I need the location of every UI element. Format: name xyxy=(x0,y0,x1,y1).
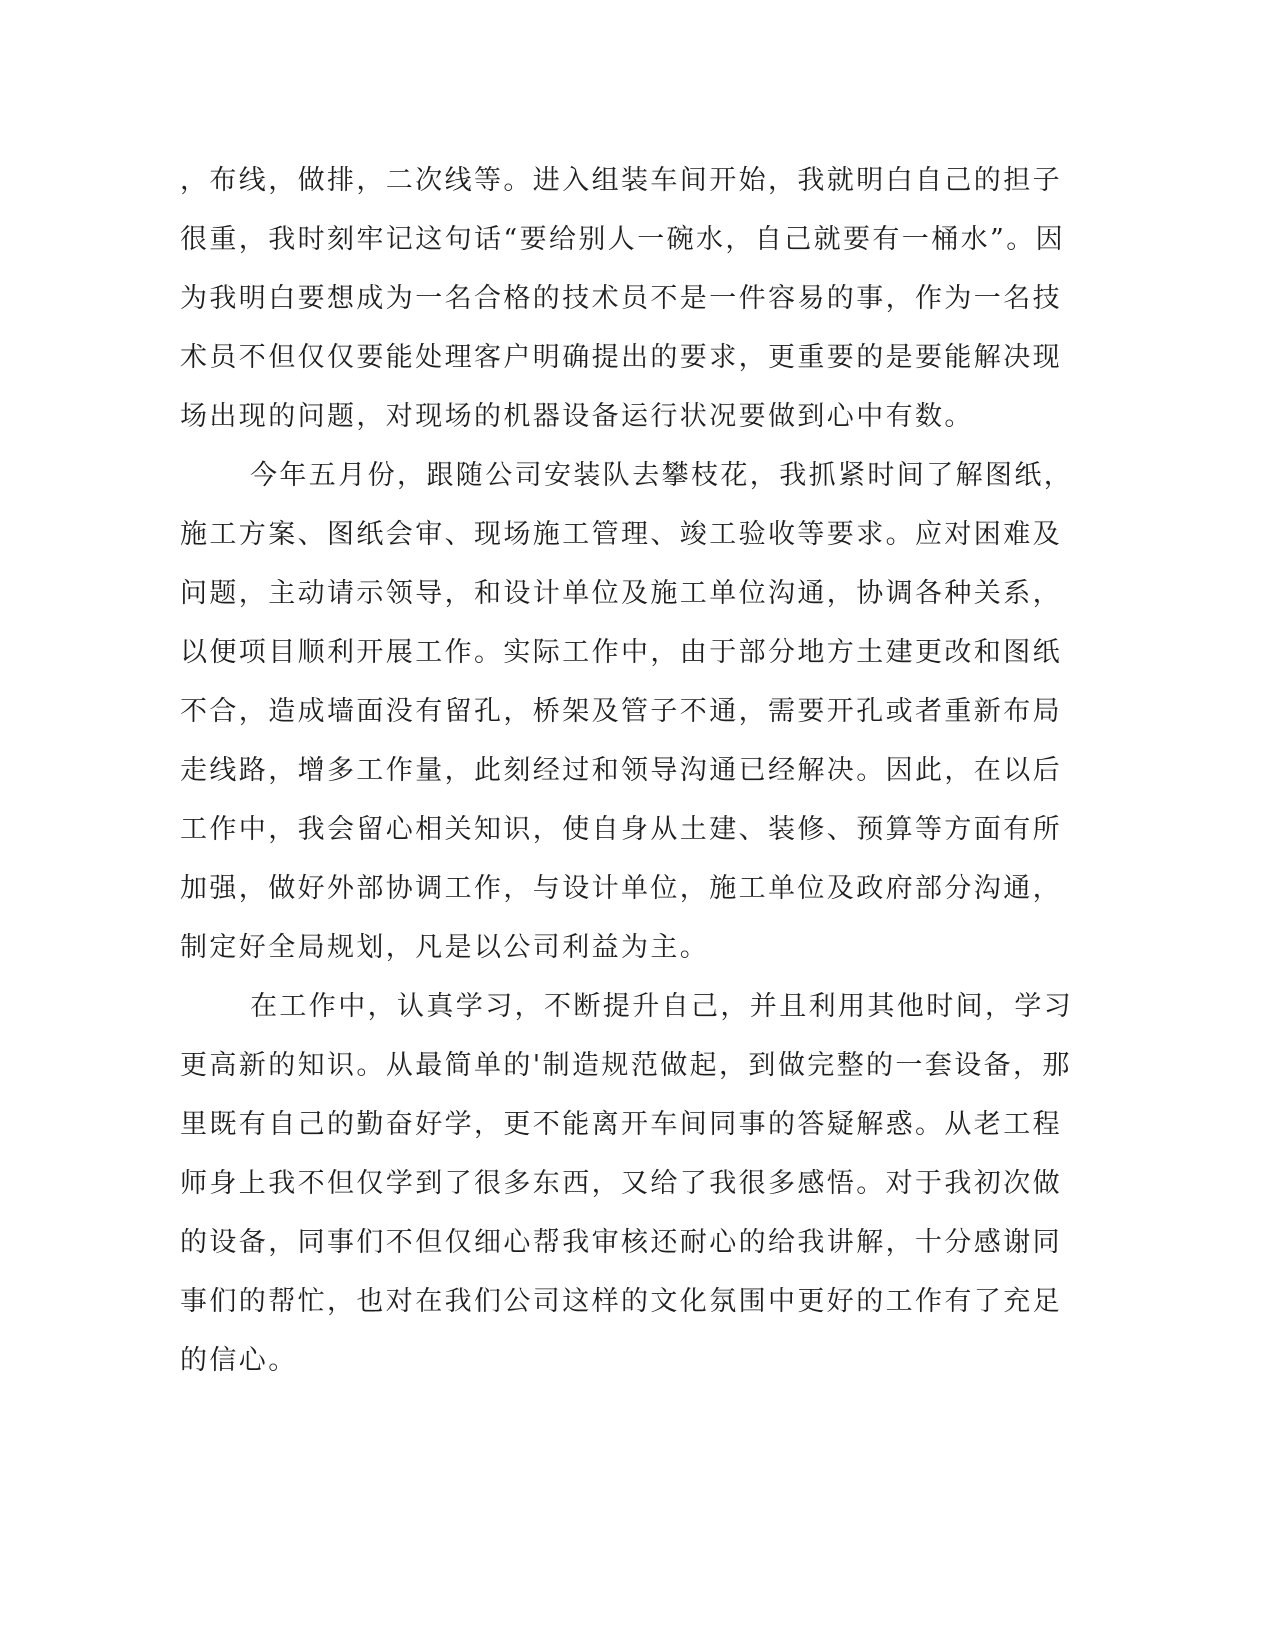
text-line-3: 为我明白要想成为一名合格的技术员不是一件容易的事，作为一名技 xyxy=(180,283,1062,314)
paragraph-2-first-line: 今年五月份，跟随公司安装队去攀枝花，我抓紧时间了解图纸， xyxy=(250,460,1074,491)
text-line-11: 走线路，增多工作量，此刻经过和领导沟通已经解决。因此，在以后 xyxy=(180,755,1062,786)
text-line-13: 加强，做好外部协调工作，与设计单位，施工单位及政府部分沟通， xyxy=(180,873,1062,904)
text-line-16: 更高新的知识。从最简单的'制造规范做起，到做完整的一套设备，那 xyxy=(180,1050,1072,1081)
text-line-20: 事们的帮忙，也对在我们公司这样的文化氛围中更好的工作有了充足 xyxy=(180,1286,1062,1317)
text-line-2: 很重，我时刻牢记这句话“要给别人一碗水，自己就要有一桶水”。因 xyxy=(180,224,1066,255)
text-line-12: 工作中，我会留心相关知识，使自身从土建、装修、预算等方面有所 xyxy=(180,814,1062,845)
text-line-14: 制定好全局规划，凡是以公司利益为主。 xyxy=(180,932,710,963)
text-line-1: ，布线，做排，二次线等。进入组装车间开始，我就明白自己的担子 xyxy=(180,165,1062,196)
text-line-17: 里既有自己的勤奋好学，更不能离开车间同事的答疑解惑。从老工程 xyxy=(180,1109,1062,1140)
paragraph-3-first-line: 在工作中，认真学习，不断提升自己，并且利用其他时间，学习 xyxy=(250,991,1074,1022)
text-line-8: 问题，主动请示领导，和设计单位及施工单位沟通，协调各种关系， xyxy=(180,578,1062,609)
text-line-4: 术员不但仅仅要能处理客户明确提出的要求，更重要的是要能解决现 xyxy=(180,342,1062,373)
text-line-5: 场出现的问题，对现场的机器设备运行状况要做到心中有数。 xyxy=(180,401,974,432)
text-line-18: 师身上我不但仅学到了很多东西，又给了我很多感悟。对于我初次做 xyxy=(180,1168,1062,1199)
text-line-7: 施工方案、图纸会审、现场施工管理、竣工验收等要求。应对困难及 xyxy=(180,519,1062,550)
text-line-9: 以便项目顺利开展工作。实际工作中，由于部分地方土建更改和图纸 xyxy=(180,637,1062,668)
text-line-10: 不合，造成墙面没有留孔，桥架及管子不通，需要开孔或者重新布局 xyxy=(180,696,1062,727)
text-line-19: 的设备，同事们不但仅细心帮我审核还耐心的给我讲解，十分感谢同 xyxy=(180,1227,1062,1258)
text-line-21: 的信心。 xyxy=(180,1345,298,1376)
